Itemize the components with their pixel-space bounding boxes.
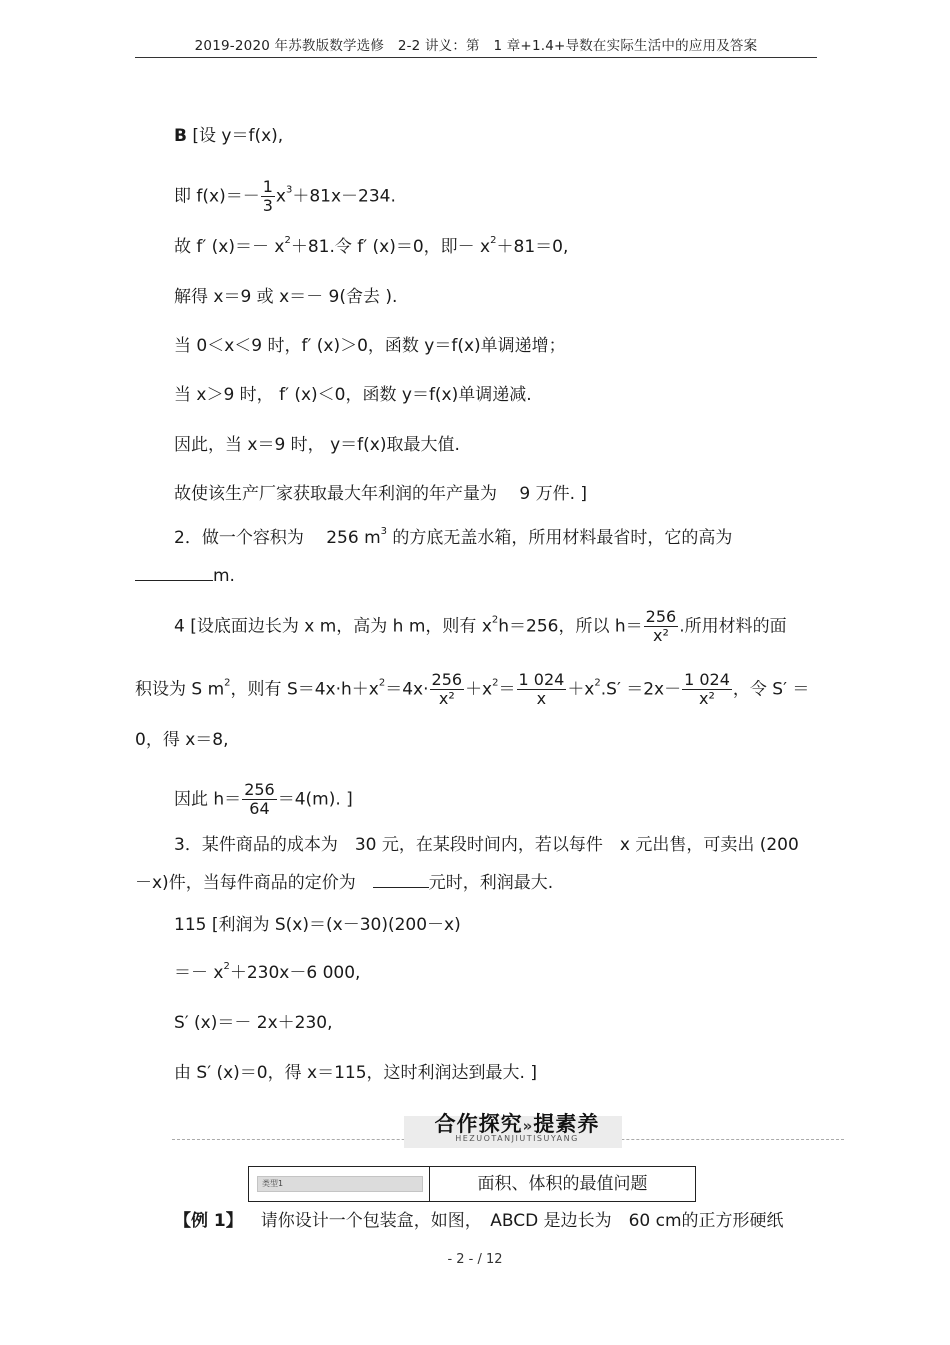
text: 的方底无盖水箱，所用材料最省时，它的高为 xyxy=(387,528,733,548)
exponent: 2 xyxy=(491,614,499,626)
answer-1-line-1 xyxy=(174,125,283,147)
text: 故 f′ (x)＝－ x xyxy=(174,237,285,257)
answer-1-line-5: 当 0＜x＜9 时，f′ (x)＞0，函数 y＝f(x)单调递增； xyxy=(174,336,566,356)
denominator: 64 xyxy=(249,799,270,818)
text: 积设为 S m xyxy=(135,679,225,700)
question-3-line-2 xyxy=(135,871,553,894)
text: 即 f(x)＝－ xyxy=(174,186,260,207)
text: 元时，利润最大. xyxy=(428,873,554,893)
text: ＝ xyxy=(498,679,516,700)
page-number: - 2 - / 12 xyxy=(447,1252,503,1267)
denominator: x² xyxy=(653,626,669,645)
question-3-line-1: 3．某件商品的成本为 30 元，在某段时间内，若以每件 x 元出售，可卖出 (200 xyxy=(174,835,799,855)
question-2 xyxy=(174,527,732,549)
text: ＝－ x xyxy=(174,963,224,983)
section-subtitle: HEZUOTANJIUTISUYANG xyxy=(455,1134,579,1143)
text: ，则有 S＝4x·h＋x xyxy=(230,679,379,700)
text: ，令 S′ ＝ xyxy=(732,679,810,700)
example-text: 请你设计一个包装盒，如图， ABCD 是边长为 60 cm的正方形硬纸 xyxy=(260,1211,784,1231)
fraction xyxy=(682,671,732,708)
exponent: 2 xyxy=(224,677,231,689)
text: [设 y＝f(x), xyxy=(186,126,284,146)
fraction xyxy=(261,178,275,215)
text: h＝256，所以 h＝ xyxy=(498,616,643,637)
type-heading-box xyxy=(248,1166,696,1202)
answer-1-line-4: 解得 x＝9 或 x＝－ 9(舍去 ). xyxy=(174,287,398,307)
numerator: 256 xyxy=(645,607,677,626)
text: .S′ ＝2x－ xyxy=(600,679,682,700)
exponent: 3 xyxy=(285,184,293,196)
exponent: 3 xyxy=(380,526,388,537)
exponent: 2 xyxy=(223,961,230,972)
answer-3-line-1: 115 [利润为 S(x)＝(x－30)(200－x) xyxy=(174,915,461,935)
denominator: x² xyxy=(699,689,715,708)
text: .所用材料的面 xyxy=(679,616,787,637)
text: 2．做一个容积为 256 m xyxy=(174,528,381,548)
fraction xyxy=(644,608,679,645)
text: ＋81＝0, xyxy=(496,237,569,257)
text: ＝4x· xyxy=(385,679,429,700)
answer-2-line-3: 0，得 x＝8, xyxy=(135,730,229,750)
exponent: 2 xyxy=(284,235,291,246)
answer-1-line-8: 故使该生产厂家获取最大年利润的年产量为 9 万件. ] xyxy=(174,484,588,504)
text: 4 [设底面边长为 x m，高为 h m，则有 x xyxy=(174,616,492,637)
double-chevron-icon: » xyxy=(522,1117,534,1135)
type-topic: 面积、体积的最值问题 xyxy=(477,1174,648,1194)
page-header: 2019-2020 年苏教版数学选修 2-2 讲义：第 1 章+1.4+导数在实际生活中的应用及答案 xyxy=(135,34,817,58)
answer-2-line-4 xyxy=(174,781,353,818)
numerator: 1 024 xyxy=(518,670,565,689)
exponent: 2 xyxy=(490,235,497,246)
denominator: 3 xyxy=(262,196,273,215)
section-banner xyxy=(172,1106,844,1150)
answer-1-line-3 xyxy=(174,236,568,258)
fraction xyxy=(517,671,567,708)
section-title-part-2: 提素养 xyxy=(533,1112,600,1136)
answer-3-line-4: 由 S′ (x)＝0，得 x＝115，这时利润达到最大. ] xyxy=(174,1063,537,1083)
exponent: 2 xyxy=(594,677,601,689)
text: ＋81x－234. xyxy=(292,186,396,207)
text: ＋x xyxy=(465,679,493,700)
example-label: 【例 1】 xyxy=(174,1211,243,1231)
section-title-part-1: 合作探究 xyxy=(434,1112,523,1136)
answer-2-line-1 xyxy=(174,608,787,645)
numerator: 1 xyxy=(262,177,273,196)
type-tab: 类型1 xyxy=(257,1176,423,1192)
example-1 xyxy=(174,1210,784,1232)
answer-letter: B xyxy=(174,126,187,146)
answer-blank xyxy=(135,564,213,581)
numerator: 1 024 xyxy=(684,670,730,689)
text: ＋230x－6 000, xyxy=(229,963,361,983)
denominator: x² xyxy=(438,689,455,708)
text: ＝4(m). ] xyxy=(277,789,353,810)
text: ＋x xyxy=(567,679,595,700)
numerator: 256 xyxy=(431,670,463,689)
answer-1-line-2 xyxy=(174,178,396,215)
numerator: 256 xyxy=(244,780,275,799)
text: m. xyxy=(213,566,235,586)
answer-1-line-6: 当 x＞9 时， f′ (x)＜0，函数 y＝f(x)单调递减. xyxy=(174,385,532,405)
text: x xyxy=(275,186,286,207)
text: －x)件，当每件商品的定价为 xyxy=(135,873,373,893)
fraction xyxy=(242,781,277,818)
question-2-blank-line xyxy=(135,564,235,587)
denominator: x xyxy=(536,689,547,708)
exponent: 2 xyxy=(378,677,386,689)
exponent: 2 xyxy=(492,677,499,689)
text: 因此 h＝ xyxy=(174,789,242,810)
answer-blank xyxy=(373,871,429,888)
fraction xyxy=(430,671,465,708)
answer-3-line-2 xyxy=(174,962,360,984)
answer-2-line-2 xyxy=(135,671,809,708)
answer-3-line-3: S′ (x)＝－ 2x＋230, xyxy=(174,1013,333,1033)
text: ＋81.令 f′ (x)＝0，即－ x xyxy=(290,237,491,257)
answer-1-line-7: 因此，当 x＝9 时， y＝f(x)取最大值. xyxy=(174,435,460,455)
